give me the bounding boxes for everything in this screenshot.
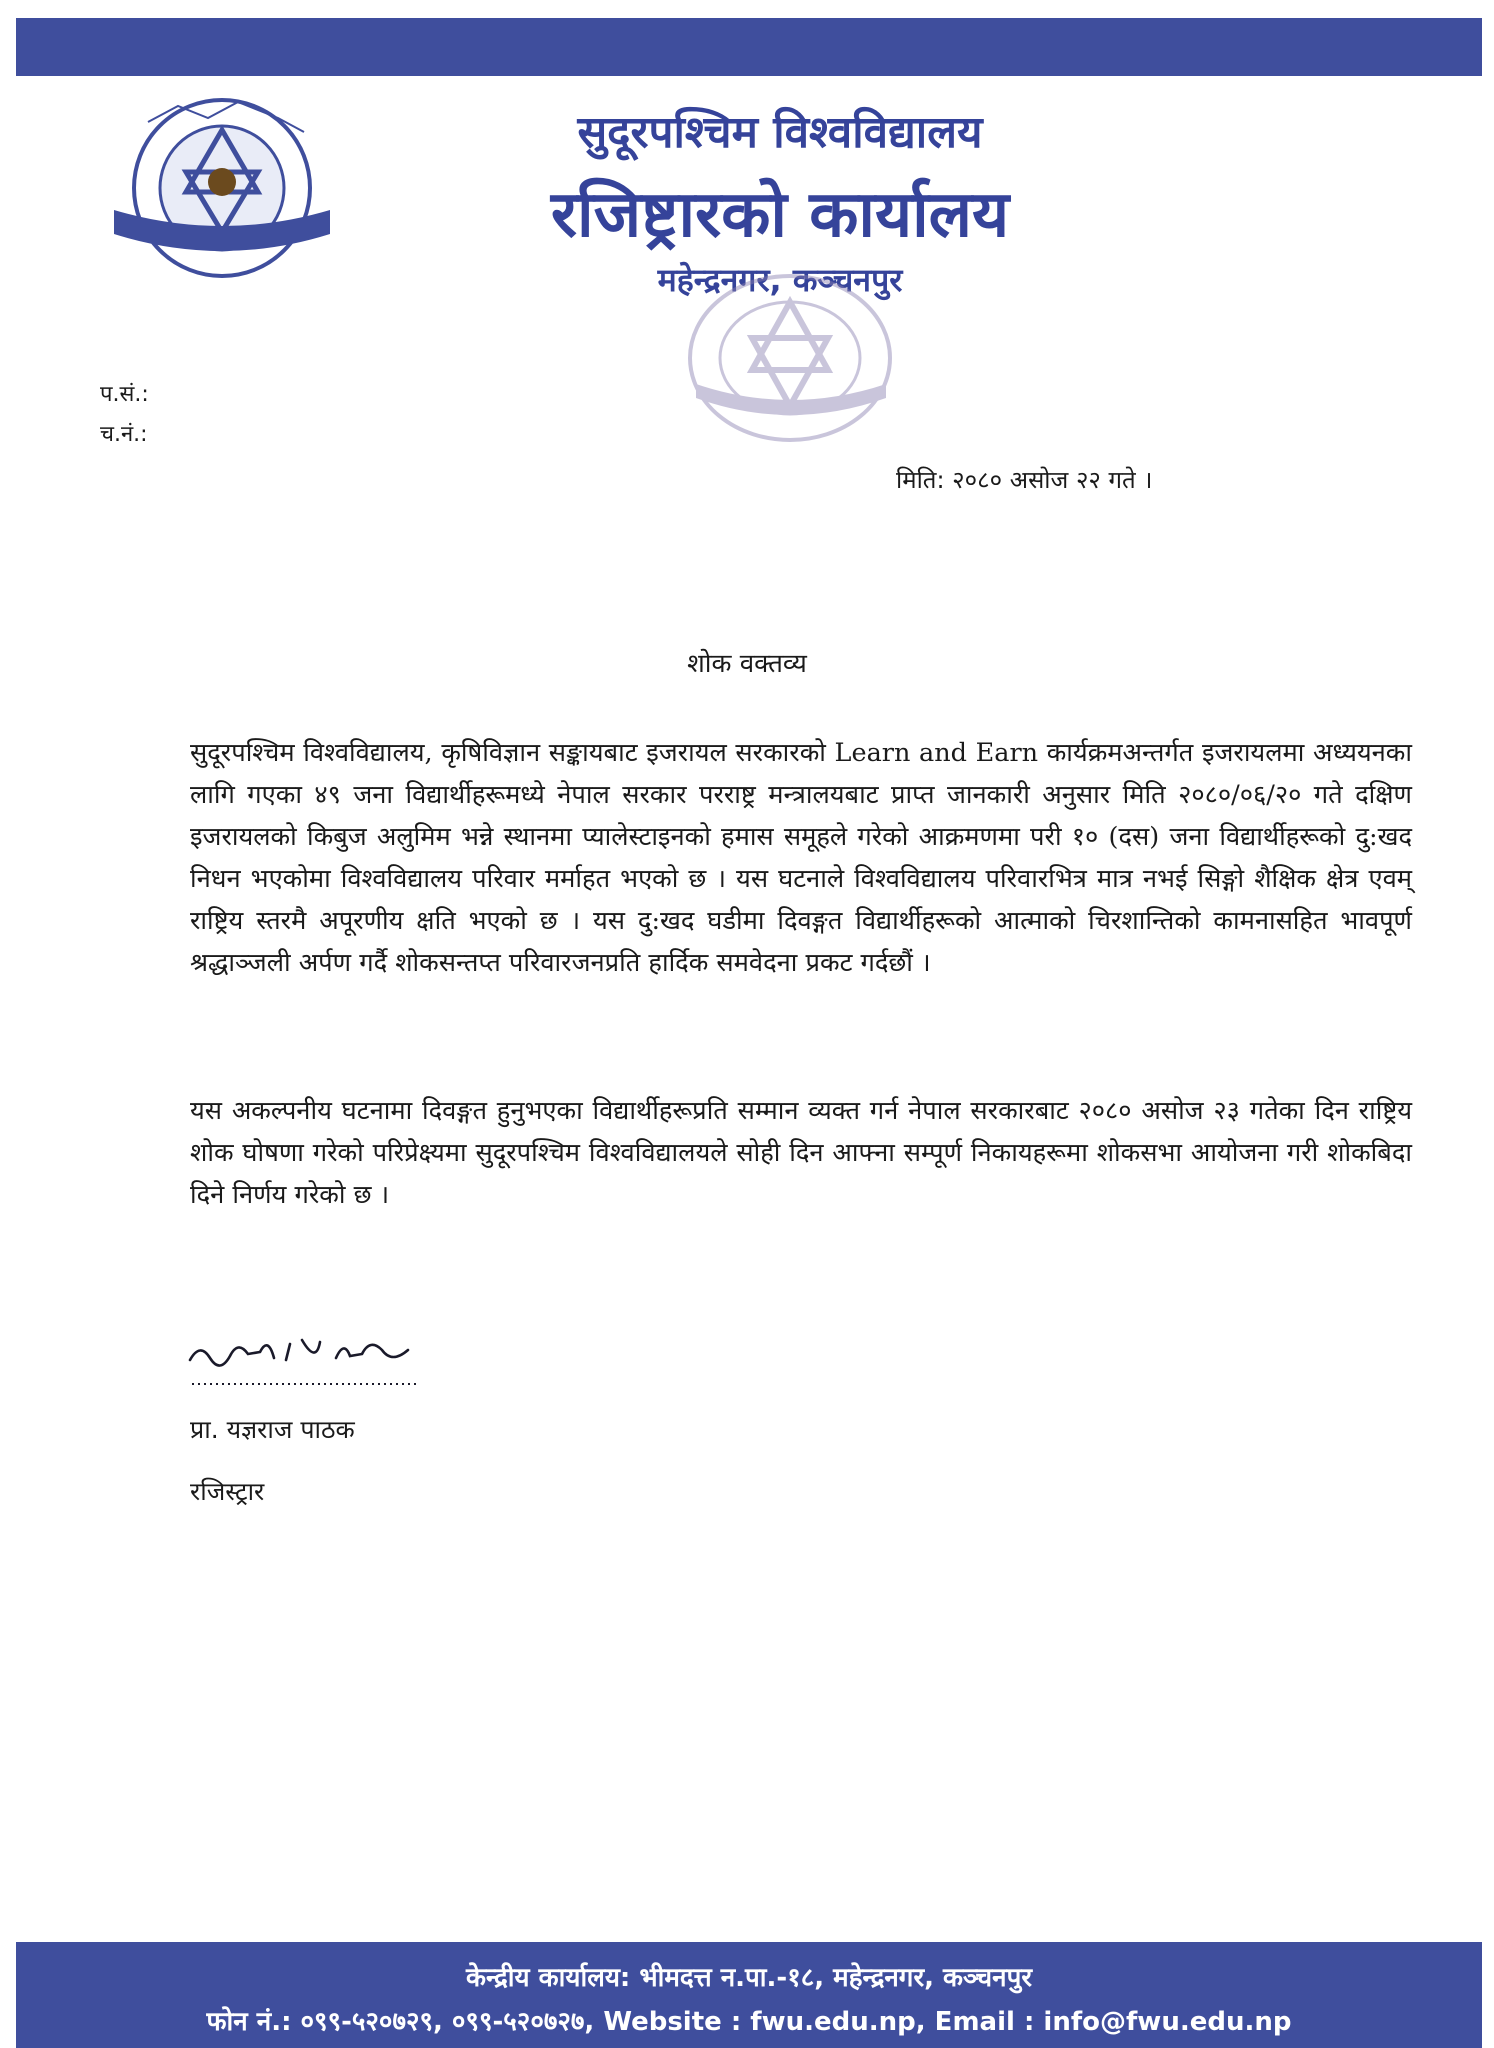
official-seal-stamp [680, 266, 912, 450]
university-name: सुदूरपश्चिम विश्वविद्यालय [577, 107, 983, 158]
reference-number-label: प.सं.: [100, 382, 149, 407]
footer-address: केन्द्रीय कार्यालय: भीमदत्त न.पा.-१८, महेन्द्रनगर, कञ्चनपुर [466, 1963, 1032, 1993]
footer-band [16, 1942, 1482, 2048]
body-paragraph-1: सुदूरपश्चिम विश्वविद्यालय, कृषिविज्ञान सङ्कायबाट इजरायल सरकारको Learn and Earn कार्यक्रमअन्तर्गत इजरायलमा अध्ययनका लागि गएका ४९ जना विद्यार्थीहरूमध्ये नेपाल सरकार परराष्ट्र मन्त्रालयबाट प्राप्त जानकारी अनुसार मिति २०८०/०६/२० गते दक्षिण इजरायलको किबुज अलुमिम भन्ने स्थानमा प्यालेस्टाइनको हमास समूहले गरेको आक्रमणमा परी १० (दस) जना विद्यार्थीहरूको दु:खद निधन भएकोमा विश्वविद्यालय परिवार मर्माहत भएको छ । यस घटनाले विश्वविद्यालय परिवारभित्र मात्र नभई सिङ्गो शैक्षिक क्षेत्र एवम् राष्ट्रिय स्तरमै अपूरणीय क्षति भएको छ । यस दु:खद घडीमा दिवङ्गत विद्यार्थीहरूको आत्माको चिरशान्तिको कामनासहित भावपूर्ण श्रद्धाञ्जली अर्पण गर्दै शोकसन्तप्त परिवारजनप्रति हार्दिक समवेदना प्रकट गर्दछौं । [190, 738, 1413, 978]
handwritten-signature [186, 1330, 426, 1396]
signer-name: प्रा. यज्ञराज पाठक [190, 1415, 355, 1444]
office-name: रजिष्ट्रारको कार्यालय [550, 178, 1010, 252]
footer-contact: फोन नं.: ०९९-५२०७२९, ०९९-५२०७२७, Website : fwu.edu.np, Email : info@fwu.edu.np [206, 2007, 1292, 2037]
top-header-band [16, 18, 1482, 76]
letter-subject: शोक वक्तव्य [687, 649, 807, 679]
signer-title: रजिस्ट्रार [190, 1477, 265, 1506]
dispatch-number-label: च.नं.: [100, 422, 148, 447]
letter-date: मिति: २०८० असोज २२ गते । [896, 466, 1153, 494]
body-paragraph-2: यस अकल्पनीय घटनामा दिवङ्गत हुनुभएका विद्यार्थीहरूप्रति सम्मान व्यक्त गर्न नेपाल सरकारबाट २०८० असोज २३ गतेका दिन राष्ट्रिय शोक घोषणा गरेको परिप्रेक्ष्यमा सुदूरपश्चिम विश्वविद्यालयले सोही दिन आफ्ना सम्पूर्ण निकायहरूमा शोकसभा आयोजना गरी शोकबिदा दिने निर्णय गरेको छ । [190, 1096, 1412, 1210]
office-location: महेन्द्रनगर, कञ्चनपुर [657, 261, 903, 299]
